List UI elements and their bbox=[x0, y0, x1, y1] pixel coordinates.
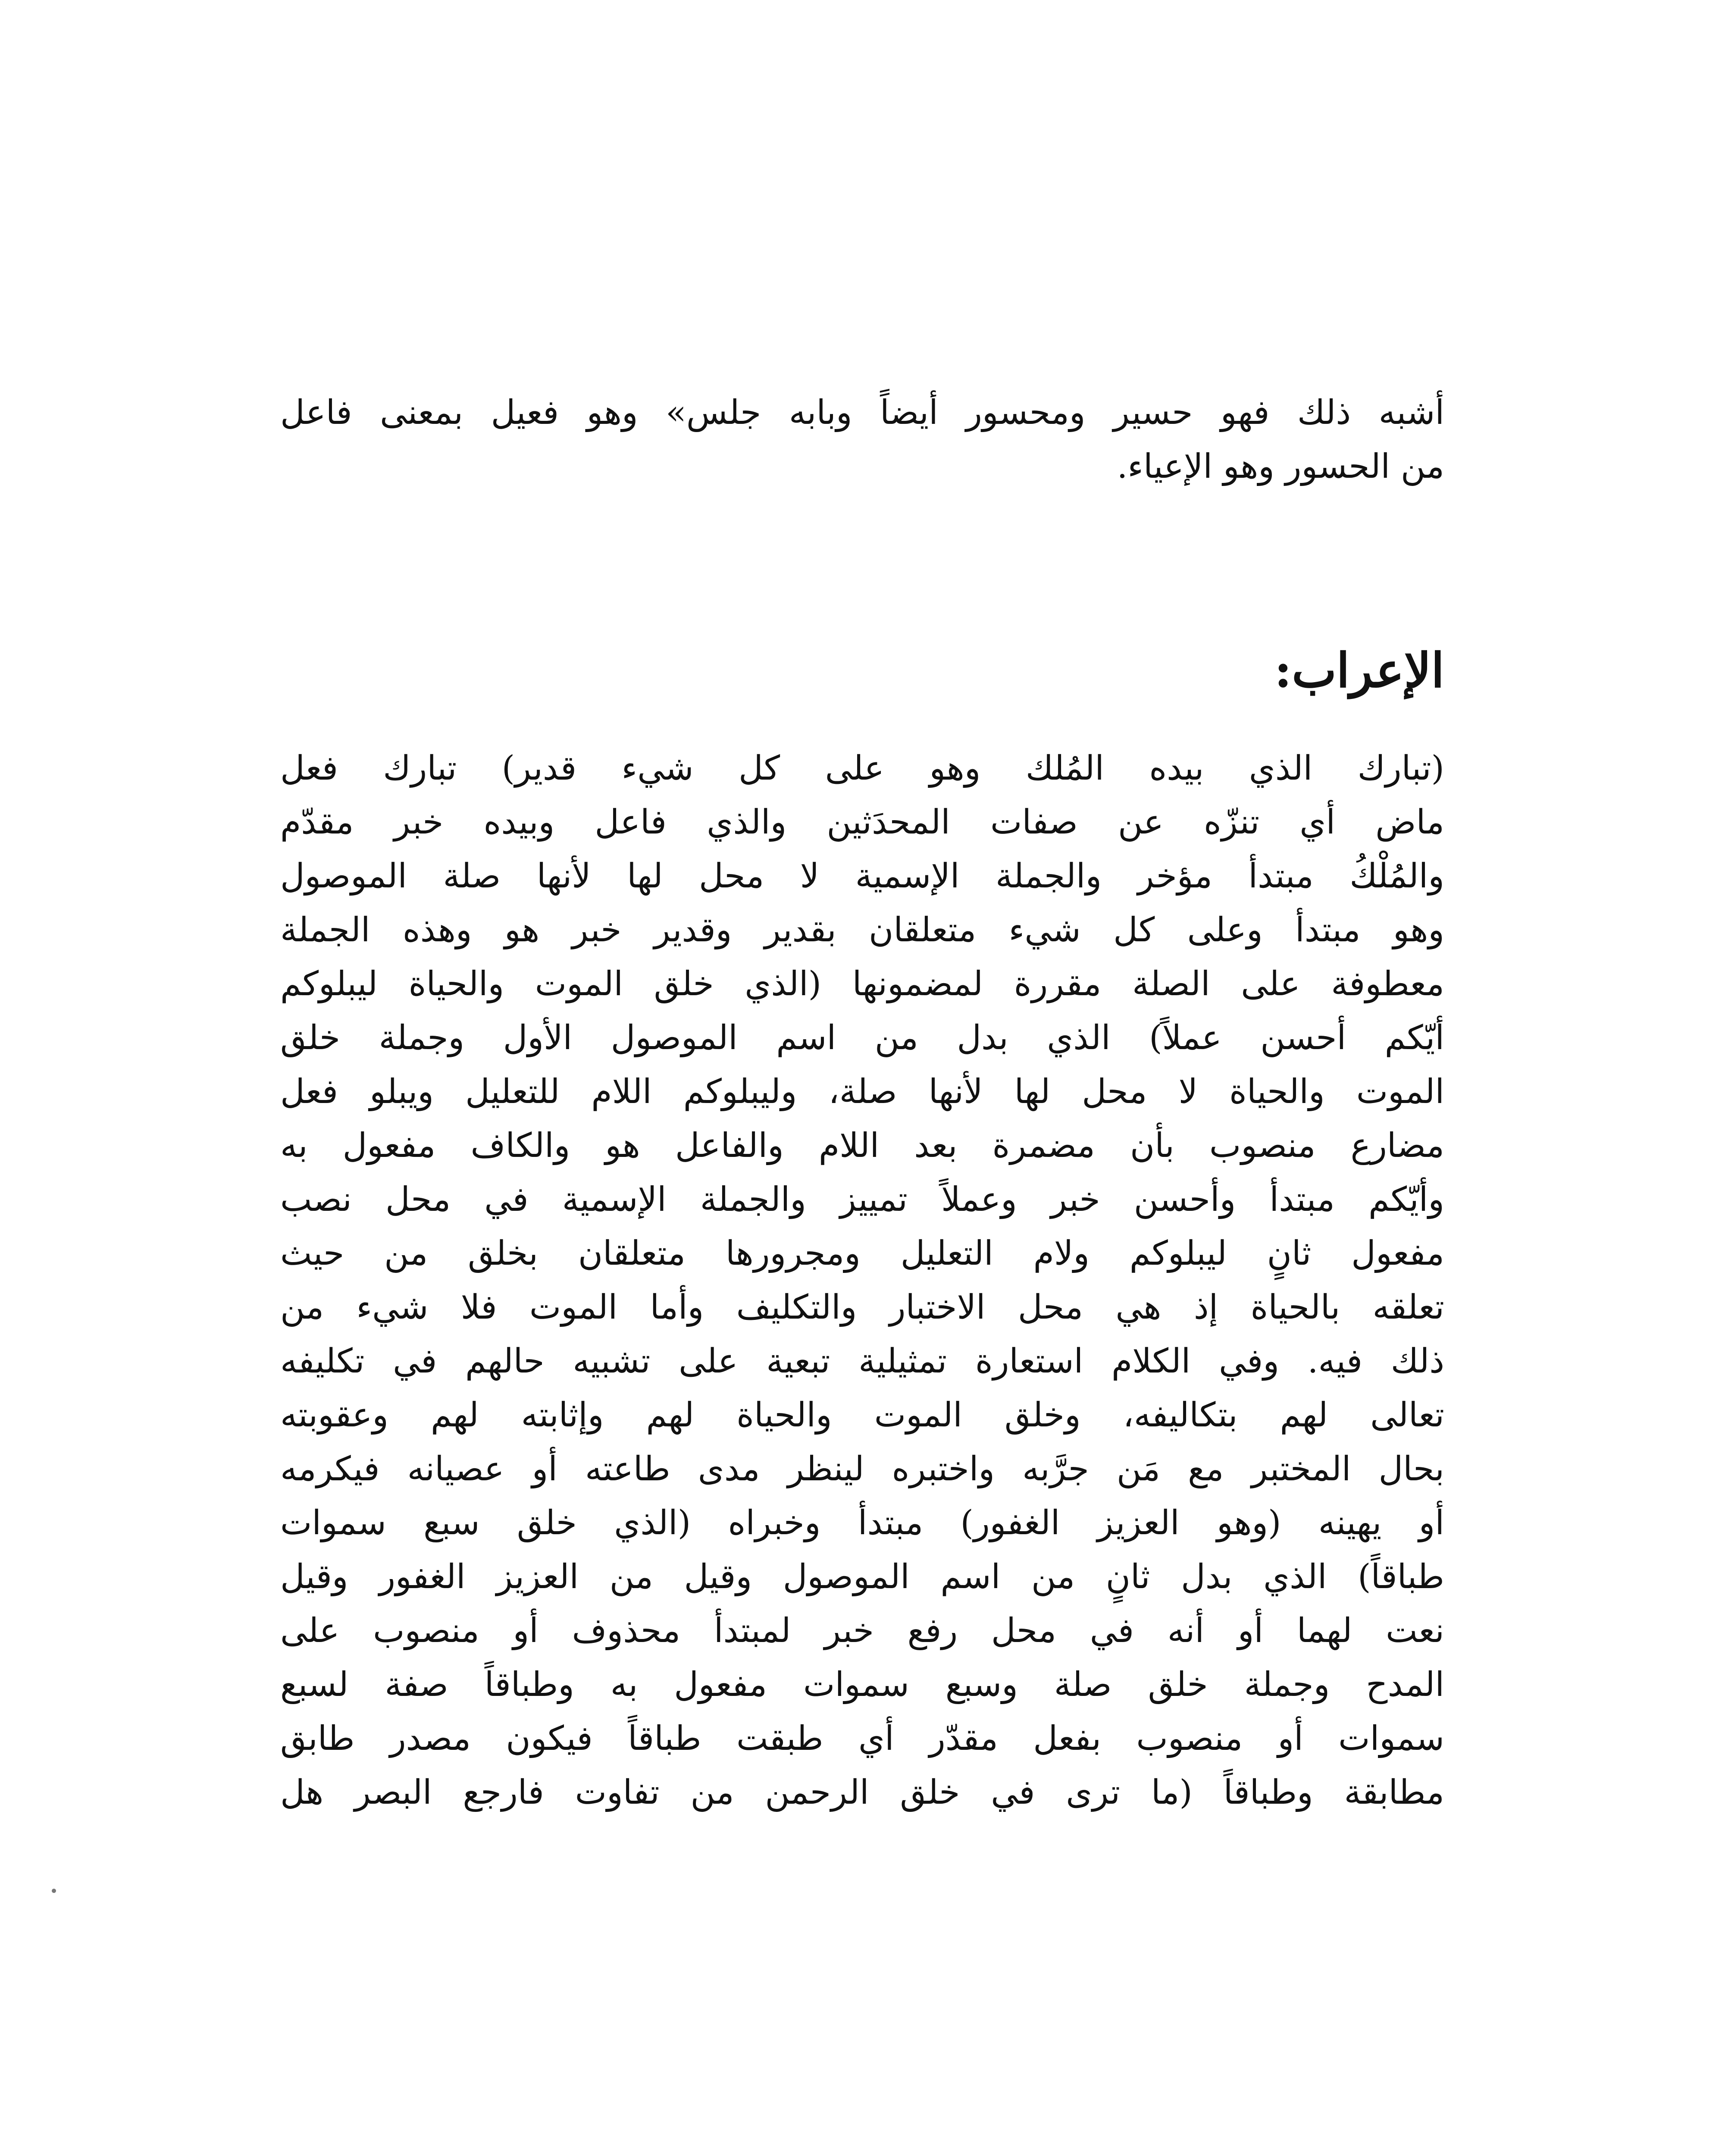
intro-line: أشبه ذلك فهو حسير ومحسور أيضاً وبابه جلس» وهو فعيل بمعنى فاعل bbox=[280, 393, 1444, 432]
body-line: مضارع منصوب بأن مضمرة بعد اللام والفاعل هو والكاف مفعول به bbox=[280, 1126, 1444, 1165]
body-line: مطابقة وطباقاً (ما ترى في خلق الرحمن من تفاوت فارجع البصر هل bbox=[280, 1773, 1444, 1812]
intro-line: من الحسور وهو الإعياء. bbox=[1117, 447, 1444, 486]
body-line: المدح وجملة خلق صلة وسبع سموات مفعول به وطباقاً صفة لسبع bbox=[280, 1665, 1444, 1704]
body-line: بحال المختبر مع مَن جرَّبه واختبره لينظر مدى طاعته أو عصيانه فيكرمه bbox=[280, 1450, 1444, 1489]
body-line: الموت والحياة لا محل لها لأنها صلة، وليبلوكم اللام للتعليل ويبلو فعل bbox=[280, 1072, 1444, 1111]
body-line: ماض أي تنزّه عن صفات المحدَثين والذي فاعل وبيده خبر مقدّم bbox=[280, 803, 1444, 842]
body-line: (تبارك الذي بيده المُلك وهو على كل شيء قدير) تبارك فعل bbox=[280, 749, 1444, 788]
body-line: سموات أو منصوب بفعل مقدّر أي طبقت طباقاً فيكون مصدر طابق bbox=[280, 1719, 1444, 1758]
body-line: نعت لهما أو أنه في محل رفع خبر لمبتدأ محذوف أو منصوب على bbox=[280, 1611, 1444, 1650]
body-line: أيّكم أحسن عملاً) الذي بدل من اسم الموصول الأول وجملة خلق bbox=[280, 1018, 1444, 1057]
body-line: طباقاً) الذي بدل ثانٍ من اسم الموصول وقيل من العزيز الغفور وقيل bbox=[280, 1557, 1444, 1596]
body-line: ذلك فيه. وفي الكلام استعارة تمثيلية تبعية على تشبيه حالهم في تكليفه bbox=[280, 1342, 1444, 1381]
body-line: معطوفة على الصلة مقررة لمضمونها (الذي خلق الموت والحياة ليبلوكم bbox=[280, 965, 1444, 1003]
body-line: مفعول ثانٍ ليبلوكم ولام التعليل ومجرورها متعلقان بخلق من حيث bbox=[280, 1234, 1444, 1273]
body-line: والمُلْكُ مبتدأ مؤخر والجملة الإسمية لا محل لها لأنها صلة الموصول bbox=[280, 857, 1444, 896]
body-line: تعالى لهم بتكاليفه، وخلق الموت والحياة لهم وإثابته لهم وعقوبته bbox=[280, 1396, 1444, 1435]
section-heading: الإعراب: bbox=[1274, 642, 1444, 698]
body-line: وأيّكم مبتدأ وأحسن خبر وعملاً تمييز والجملة الإسمية في محل نصب bbox=[280, 1180, 1444, 1219]
body-paragraph bbox=[280, 742, 1444, 1820]
section-heading-block bbox=[280, 638, 1444, 703]
body-line: تعلقه بالحياة إذ هي محل الاختبار والتكليف وأما الموت فلا شيء من bbox=[280, 1288, 1444, 1327]
body-line: أو يهينه (وهو العزيز الغفور) مبتدأ وخبراه (الذي خلق سبع سموات bbox=[280, 1504, 1444, 1542]
intro-paragraph bbox=[280, 386, 1444, 494]
scan-speck bbox=[52, 1889, 56, 1893]
body-line: وهو مبتدأ وعلى كل شيء متعلقان بقدير وقدير خبر هو وهذه الجملة bbox=[280, 911, 1444, 950]
